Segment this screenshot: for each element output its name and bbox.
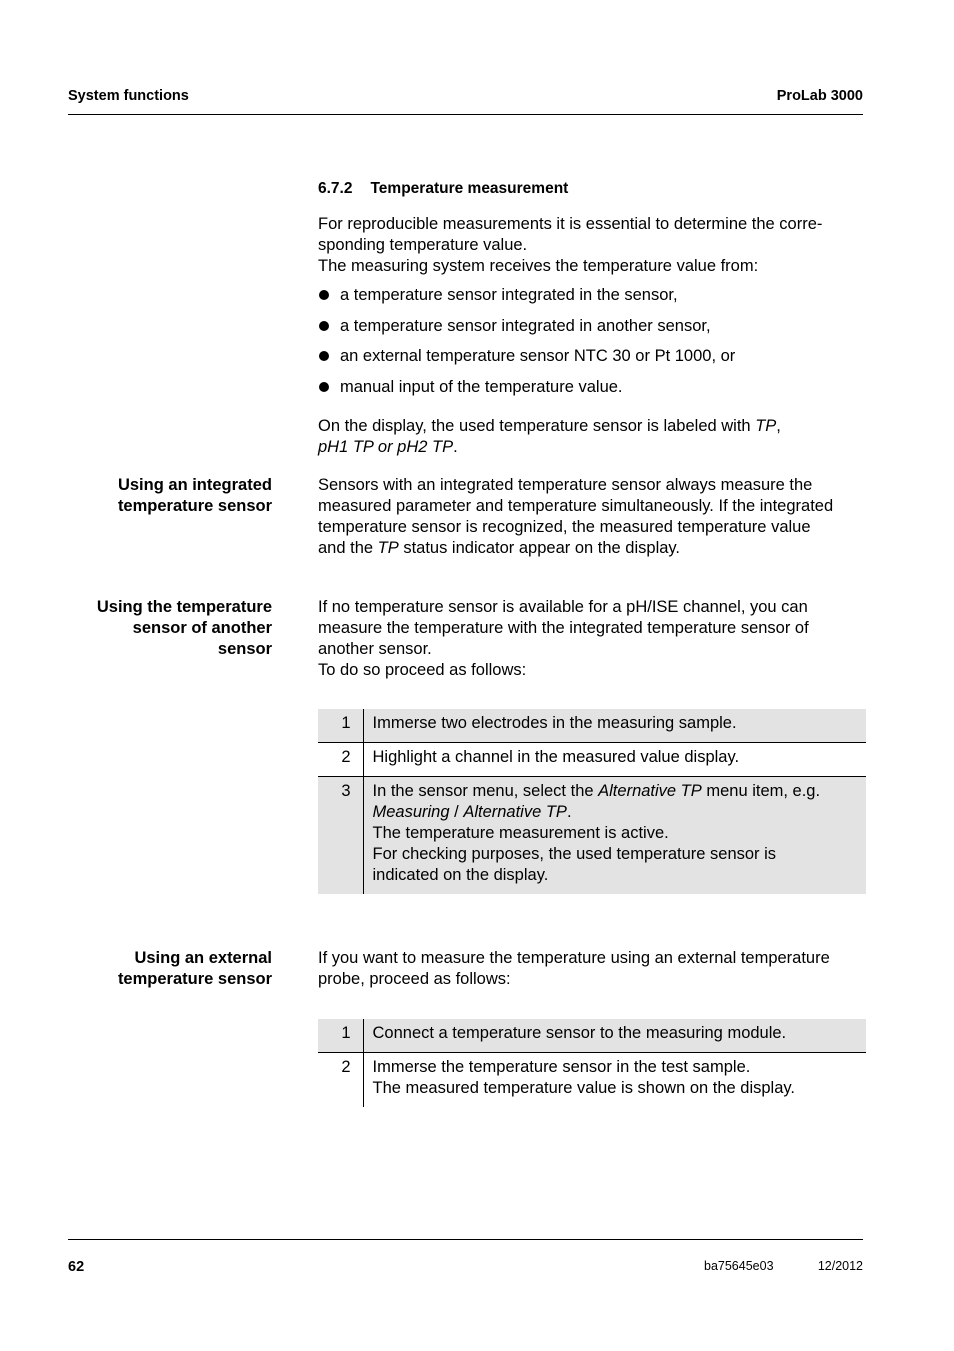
para-text: and the [318,539,378,557]
para-line: another sensor. [318,640,432,658]
footer-rule [68,1239,863,1240]
para-line: If you want to measure the temperature using an external temperature [318,949,830,967]
channel-labels: pH1 TP or pH2 TP [318,438,454,456]
header-rule [68,114,863,115]
list-item: manual input of the temperature value. [318,377,866,398]
document-date: 12/2012 [817,1259,863,1273]
step-text-line: Immerse the temperature sensor in the test sample. [372,1058,751,1076]
menu-item-name: Alternative TP [598,782,702,800]
side-heading-integrated [60,475,272,517]
steps-table-another [318,709,866,894]
table-row [318,743,866,777]
table-row [318,777,866,895]
header-right: ProLab 3000 [776,88,863,104]
list-item: an external temperature sensor NTC 30 or Pt 1000, or [318,346,866,367]
side-heading-another [60,597,272,660]
another-paragraph [318,597,866,681]
para-line: measured parameter and temperature simultaneously. If the integrated [318,497,834,515]
step-text-part: menu item, e.g. [701,782,821,800]
side-heading-line: temperature sensor [117,970,272,988]
step-text-part: In the sensor menu, select the [372,782,599,800]
list-item: a temperature sensor integrated in the sensor, [318,285,866,306]
side-heading-line: Using an integrated [117,476,272,494]
header-left: System functions [68,88,189,104]
step-text: Connect a temperature sensor to the measuring module. [363,1019,866,1053]
section-title: Temperature measurement [370,180,569,197]
side-heading-external [60,948,272,990]
step-text-line: The measured temperature value is shown on the display. [372,1079,796,1097]
intro-line: sponding temperature value. [318,236,528,254]
para-line: Sensors with an integrated temperature sensor always measure the [318,476,813,494]
step-text-part: . [566,803,572,821]
intro-paragraph [318,214,866,277]
step-number: 2 [318,743,363,777]
tp-label: TP [377,539,399,557]
source-list [318,285,866,408]
steps-table-external [318,1019,866,1107]
para-line: probe, proceed as follows: [318,970,511,988]
table-row [318,1053,866,1108]
table-row [318,1019,866,1053]
step-text [363,1053,866,1108]
para-line: temperature sensor is recognized, the measured temperature value [318,518,811,536]
para-line: measure the temperature with the integrated temperature sensor of [318,619,809,637]
para-line: If no temperature sensor is available for a pH/ISE channel, you can [318,598,808,616]
list-item: a temperature sensor integrated in another sensor, [318,316,866,337]
step-text-line: For checking purposes, the used temperature sensor is [372,845,777,863]
side-heading-line: Using an external [134,949,272,967]
side-heading-line: temperature sensor [117,497,272,515]
intro-line: The measuring system receives the temperature value from: [318,257,759,275]
table-row [318,709,866,743]
note-comma: , [776,417,781,435]
step-text-line: The temperature measurement is active. [372,824,669,842]
step-number: 1 [318,1019,363,1053]
step-number: 2 [318,1053,363,1108]
side-heading-line: sensor of another [132,619,272,637]
step-text-line: indicated on the display. [372,866,549,884]
section-heading [318,178,568,199]
menu-separator: / [449,803,464,821]
page-number: 62 [68,1259,85,1275]
section-number: 6.7.2 [318,180,353,197]
note-text: On the display, the used temperature sensor is labeled with [318,417,756,435]
step-text: Immerse two electrodes in the measuring sample. [363,709,866,743]
document-id: ba75645e03 [704,1259,774,1273]
note-period: . [453,438,458,456]
step-number: 1 [318,709,363,743]
tp-label: TP [755,417,777,435]
intro-line: For reproducible measurements it is essential to determine the corre- [318,215,823,233]
side-heading-line: Using the temperature [96,598,272,616]
external-paragraph [318,948,866,990]
display-note [318,416,866,458]
side-heading-line: sensor [217,640,272,658]
para-text: status indicator appear on the display. [398,539,681,557]
step-text: Highlight a channel in the measured value display. [363,743,866,777]
step-text [363,777,866,895]
para-line: To do so proceed as follows: [318,661,527,679]
step-number: 3 [318,777,363,895]
menu-item-name: Alternative TP [463,803,567,821]
integrated-paragraph [318,475,866,559]
menu-name: Measuring [372,803,450,821]
